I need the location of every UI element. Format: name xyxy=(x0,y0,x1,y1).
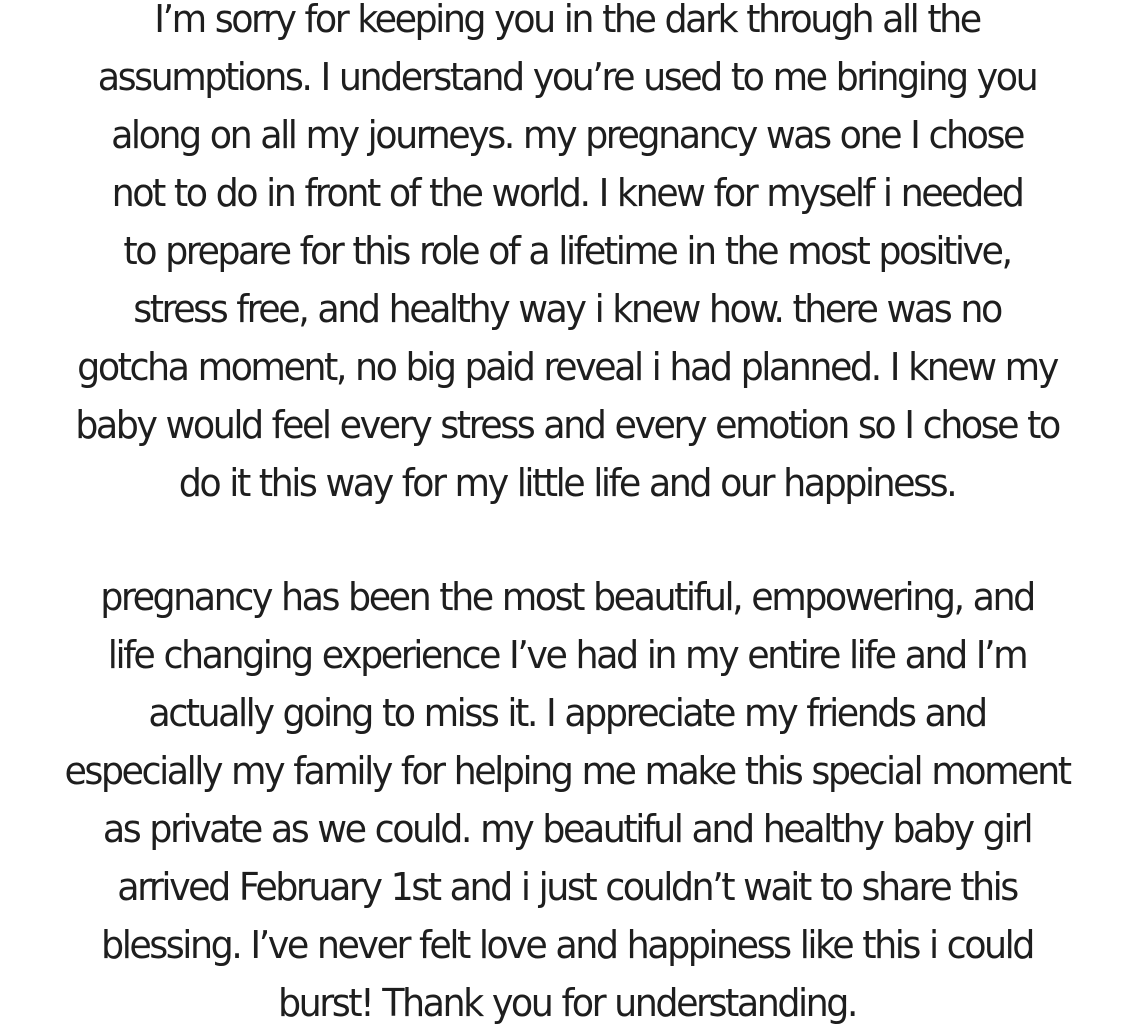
text-line: arrived February 1st and i just couldn’t wait to share this xyxy=(117,865,1017,909)
text-line: actually going to miss it. I appreciate my friends and xyxy=(148,691,986,735)
text-line: do it this way for my little life and our happiness. xyxy=(178,461,956,505)
paragraph-1 xyxy=(0,0,1134,512)
text-line: burst! Thank you for understanding. xyxy=(277,981,857,1025)
text-line: along on all my journeys. my pregnancy was one I chose xyxy=(111,113,1023,157)
text-line: assumptions. I understand you’re used to me bringing you xyxy=(97,55,1037,99)
text-line: especially my family for helping me make this special moment xyxy=(64,749,1070,793)
text-line: baby would feel every stress and every emotion so I chose to xyxy=(75,403,1059,447)
text-line: life changing experience I’ve had in my entire life and I’m xyxy=(107,633,1027,677)
text-line: blessing. I’ve never felt love and happiness like this i could xyxy=(101,923,1033,967)
text-line: as private as we could. my beautiful and healthy baby girl xyxy=(102,807,1032,851)
text-line: to prepare for this role of a lifetime in the most positive, xyxy=(123,229,1011,273)
paragraph-2 xyxy=(0,568,1134,1032)
text-line: pregnancy has been the most beautiful, empowering, and xyxy=(100,575,1034,619)
text-line: not to do in front of the world. I knew for myself i needed xyxy=(111,171,1023,215)
text-line: gotcha moment, no big paid reveal i had planned. I knew my xyxy=(77,345,1057,389)
text-line: stress free, and healthy way i knew how. there was no xyxy=(133,287,1001,331)
text-line: I’m sorry for keeping you in the dark through all the xyxy=(154,0,980,41)
